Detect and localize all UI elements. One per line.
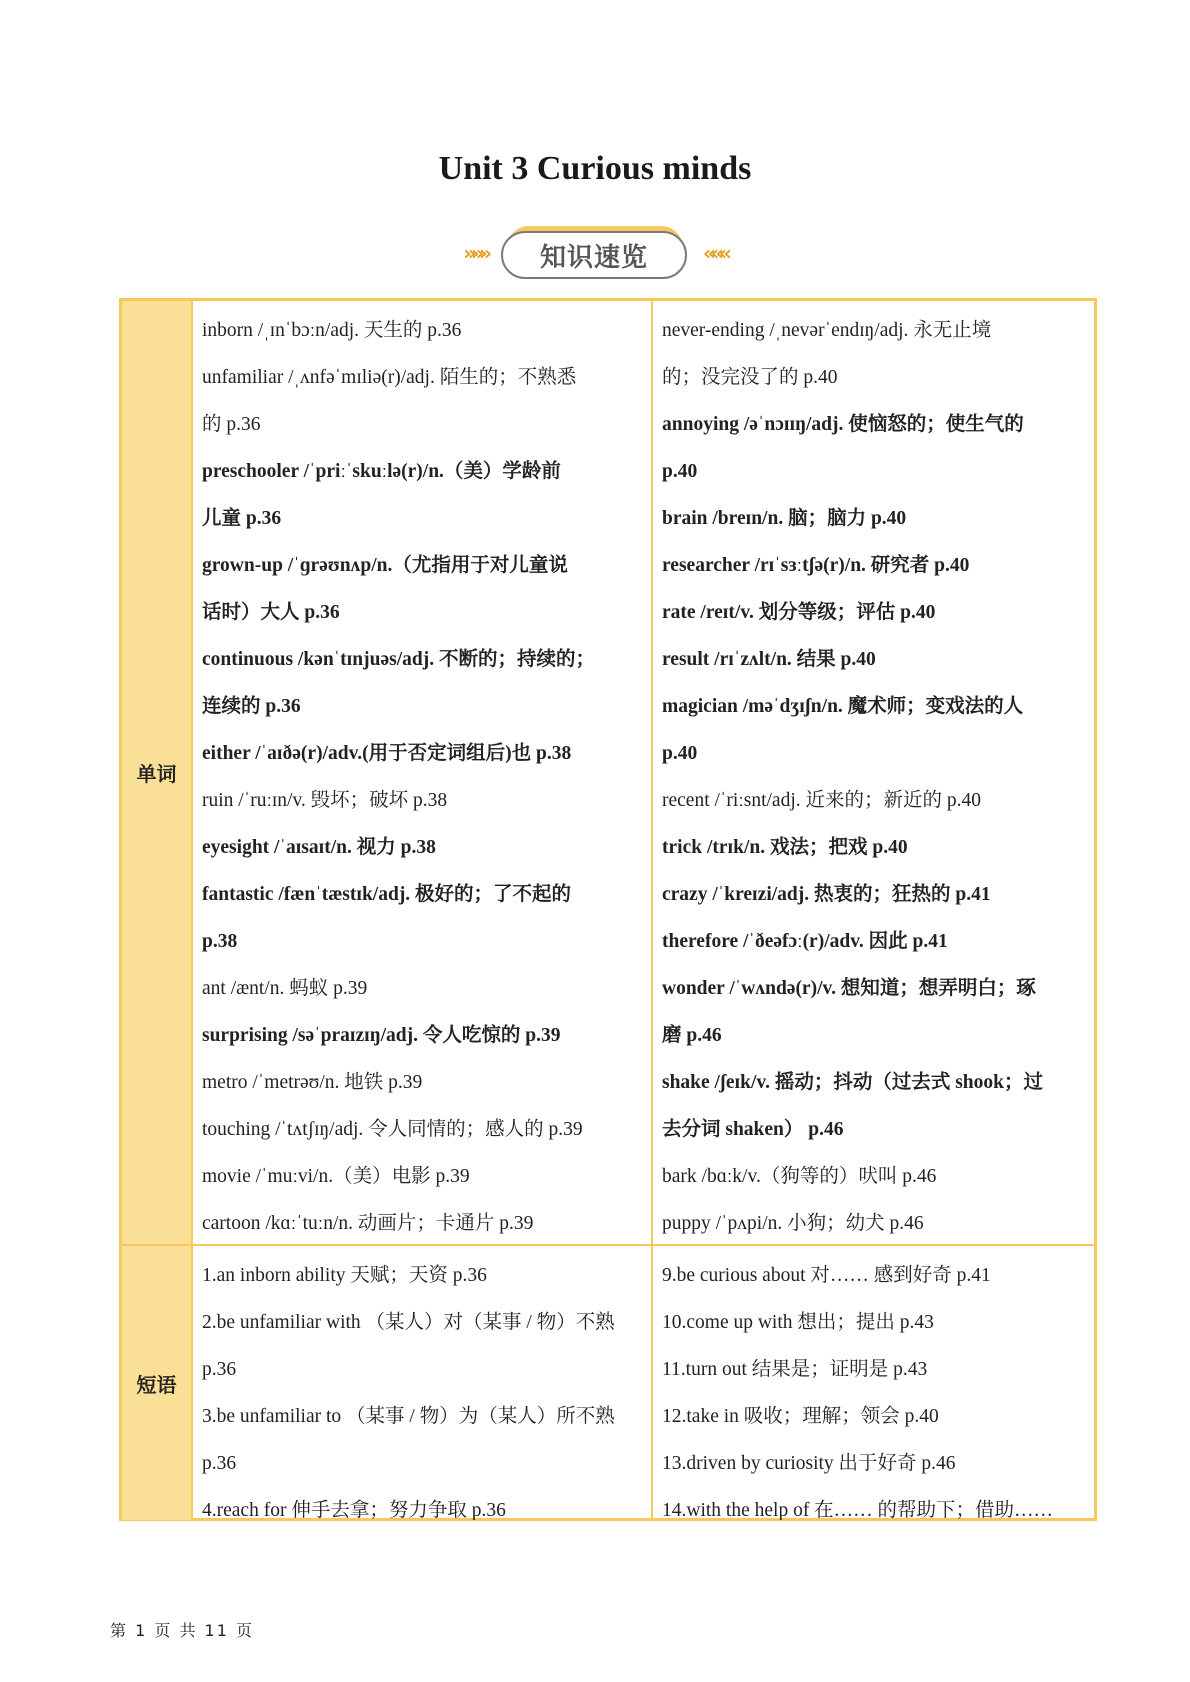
phrase-line: 4.reach for 伸手去拿；努力争取 p.36 xyxy=(202,1500,506,1520)
vocab-line: recent /ˈriːsnt/adj. 近来的；新近的 p.40 xyxy=(662,790,981,811)
vocab-line: bark /bɑːk/v.（狗等的）吠叫 p.46 xyxy=(662,1166,937,1187)
left-chevrons-icon: »»» xyxy=(463,241,487,265)
vocab-line: puppy /ˈpʌpi/n. 小狗；幼犬 p.46 xyxy=(662,1213,924,1234)
vocab-line: p.40 xyxy=(662,461,698,482)
phrase-line: 10.come up with 想出；提出 p.43 xyxy=(662,1312,934,1333)
vocab-line: researcher /rɪˈsɜːtʃə(r)/n. 研究者 p.40 xyxy=(662,555,970,576)
vocab-line: result /rɪˈzʌlt/n. 结果 p.40 xyxy=(662,649,876,670)
vocab-line: 连续的 p.36 xyxy=(202,696,301,717)
vocab-line: 去分词 shaken） p.46 xyxy=(662,1119,844,1140)
vocab-line: annoying /əˈnɔɪɪŋ/adj. 使恼怒的；使生气的 xyxy=(662,414,1024,435)
words-label: 单词 xyxy=(122,301,193,1244)
vocab-table xyxy=(119,298,1097,1521)
vocab-line: magician /məˈdʒɪʃn/n. 魔术师；变戏法的人 xyxy=(662,696,1024,717)
vocab-line: 磨 p.46 xyxy=(662,1025,722,1046)
phrase-line: 2.be unfamiliar with （某人）对（某事 / 物）不熟 xyxy=(202,1312,615,1333)
phrase-line: p.36 xyxy=(202,1359,237,1380)
vocab-line: 的；没完没了的 p.40 xyxy=(662,367,838,388)
vocab-line: metro /ˈmetrəʊ/n. 地铁 p.39 xyxy=(202,1072,423,1093)
vocab-line: cartoon /kɑːˈtuːn/n. 动画片；卡通片 p.39 xyxy=(202,1213,534,1234)
vocab-line: rate /reɪt/v. 划分等级；评估 p.40 xyxy=(662,602,936,623)
phrases-right-column xyxy=(653,1246,1094,1520)
vocab-line: never-ending /ˌnevərˈendɪŋ/adj. 永无止境 xyxy=(662,320,992,341)
vocab-line: preschooler /ˈpriːˈskuːlə(r)/n.（美）学龄前 xyxy=(202,461,561,482)
words-left-column xyxy=(193,301,653,1244)
page-title: Unit 3 Curious minds xyxy=(438,150,752,187)
phrase-line: 12.take in 吸收；理解；领会 p.40 xyxy=(662,1406,939,1427)
vocab-line: trick /trɪk/n. 戏法；把戏 p.40 xyxy=(662,837,908,858)
vocab-line: p.38 xyxy=(202,931,238,952)
vocab-line: inborn /ˌɪnˈbɔːn/adj. 天生的 p.36 xyxy=(202,320,462,341)
vocab-line: continuous /kənˈtɪnjuəs/adj. 不断的；持续的； xyxy=(202,649,595,670)
vocab-line: touching /ˈtʌtʃɪŋ/adj. 令人同情的；感人的 p.39 xyxy=(202,1119,583,1140)
banner-label: 知识速览 xyxy=(501,231,687,279)
banner-pill xyxy=(501,226,689,280)
vocab-line: fantastic /fænˈtæstɪk/adj. 极好的；了不起的 xyxy=(202,884,572,905)
vocab-line: ruin /ˈruːɪn/v. 毁坏；破坏 p.38 xyxy=(202,790,448,811)
phrases-left-column xyxy=(193,1246,653,1520)
vocab-line: p.40 xyxy=(662,743,698,764)
page-footer: 第 1 页 共 11 页 xyxy=(110,1621,254,1640)
vocab-line: movie /ˈmuːvi/n.（美）电影 p.39 xyxy=(202,1166,470,1187)
vocab-line: 儿童 p.36 xyxy=(202,508,282,529)
words-row xyxy=(122,301,1094,1244)
phrases-label: 短语 xyxy=(122,1246,193,1520)
section-banner xyxy=(0,225,1190,281)
vocab-line: ant /ænt/n. 蚂蚁 p.39 xyxy=(202,978,368,999)
vocab-line: unfamiliar /ˌʌnfəˈmɪliə(r)/adj. 陌生的；不熟悉 xyxy=(202,367,577,388)
phrase-line: 14.with the help of 在…… 的帮助下；借助…… xyxy=(662,1500,1054,1520)
vocab-line: wonder /ˈwʌndə(r)/v. 想知道；想弄明白；琢 xyxy=(662,978,1036,999)
phrases-row xyxy=(122,1244,1094,1520)
phrase-line: 3.be unfamiliar to （某事 / 物）为（某人）所不熟 xyxy=(202,1406,615,1427)
vocab-line: either /ˈaɪðə(r)/adv.(用于否定词组后)也 p.38 xyxy=(202,743,572,764)
vocab-line: 话时）大人 p.36 xyxy=(202,602,340,623)
vocab-line: surprising /səˈpraɪzɪŋ/adj. 令人吃惊的 p.39 xyxy=(202,1025,561,1046)
phrase-line: 13.driven by curiosity 出于好奇 p.46 xyxy=(662,1453,956,1474)
words-right-column xyxy=(653,301,1094,1244)
right-chevrons-icon: ««« xyxy=(703,241,727,265)
phrase-line: 9.be curious about 对…… 感到好奇 p.41 xyxy=(662,1265,991,1286)
vocab-line: shake /ʃeɪk/v. 摇动；抖动（过去式 shook；过 xyxy=(662,1072,1043,1093)
phrase-line: 11.turn out 结果是；证明是 p.43 xyxy=(662,1359,928,1380)
vocab-line: eyesight /ˈaɪsaɪt/n. 视力 p.38 xyxy=(202,837,436,858)
phrase-line: 1.an inborn ability 天赋；天资 p.36 xyxy=(202,1265,487,1286)
vocab-line: brain /breɪn/n. 脑；脑力 p.40 xyxy=(662,508,907,529)
vocab-line: 的 p.36 xyxy=(202,414,261,435)
vocab-line: therefore /ˈðeəfɔː(r)/adv. 因此 p.41 xyxy=(662,931,948,952)
phrase-line: p.36 xyxy=(202,1453,237,1474)
vocab-line: grown-up /ˈɡrəʊnʌp/n.（尤指用于对儿童说 xyxy=(202,555,568,576)
vocab-line: crazy /ˈkreɪzi/adj. 热衷的；狂热的 p.41 xyxy=(662,884,991,905)
